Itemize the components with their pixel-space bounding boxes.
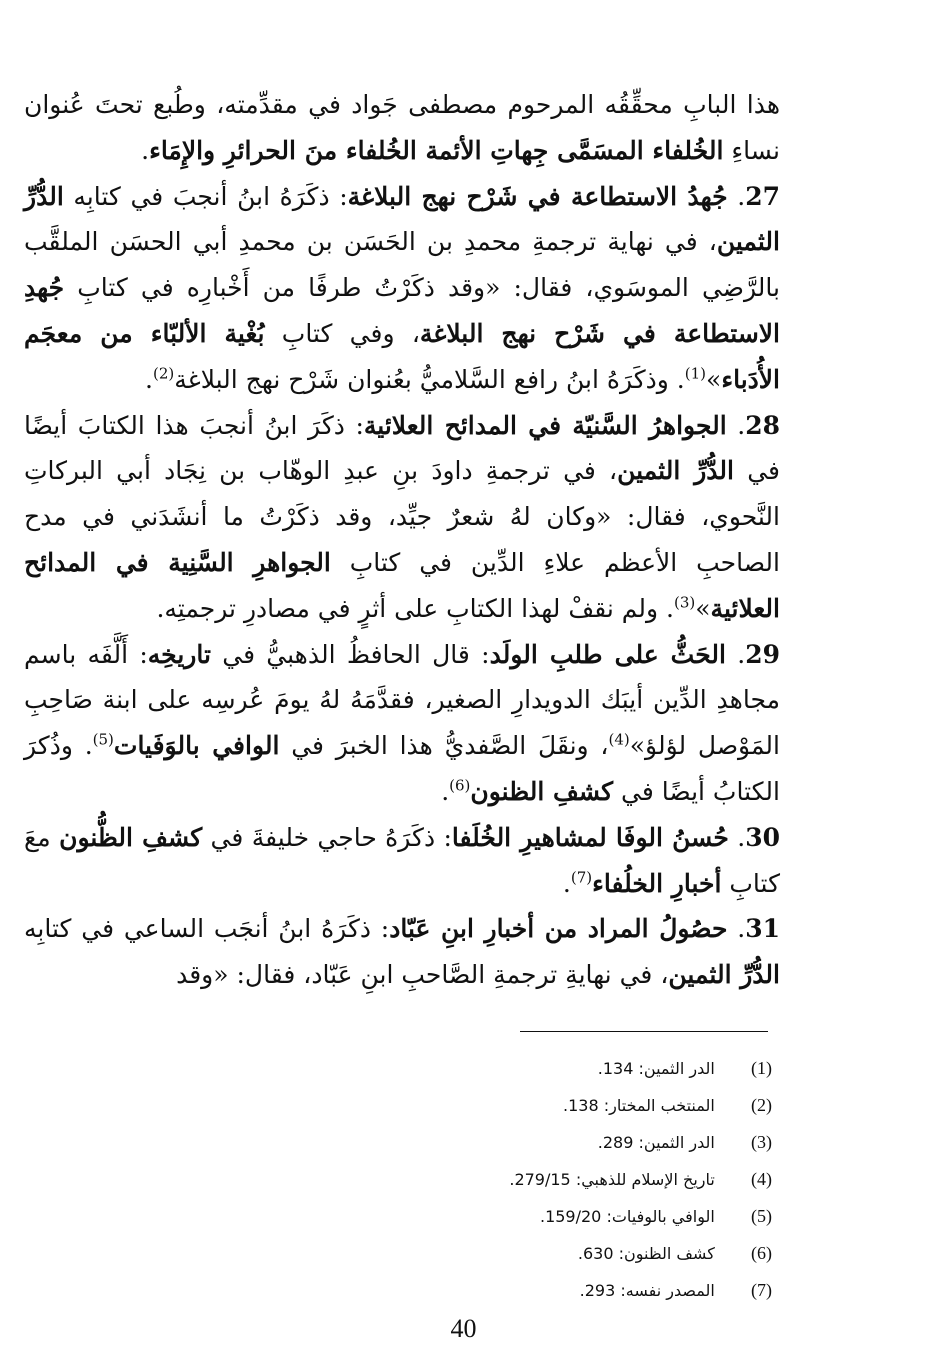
footnote-item bbox=[300, 1128, 772, 1165]
entry-number: 30 bbox=[745, 822, 780, 852]
intro-paragraph: هذا البابِ محقِّقُه المرحوم مصطفى جَواد في مقدِّمته، وطُبع تحتَ عُنوان نساءِ الخُلفاء المسَمَّى جِهاتِ الأئمة الخُلفاء منَ الحرائرِ والإِمَاء. bbox=[24, 90, 780, 165]
entry-number: 31 bbox=[745, 914, 780, 944]
footnote-ref[interactable]: (4) bbox=[608, 730, 630, 749]
footnote-number: (7) bbox=[751, 1280, 772, 1300]
entry-number: 29 bbox=[745, 639, 780, 669]
footnote-number: (4) bbox=[751, 1169, 772, 1189]
footnote-text: كشف الظنون: 630. bbox=[577, 1244, 715, 1263]
footnote-item bbox=[300, 1165, 772, 1202]
footnote-number: (3) bbox=[751, 1132, 772, 1152]
footnote-text: الوافي بالوفيات: 159/20. bbox=[539, 1207, 715, 1226]
footnotes bbox=[300, 1054, 772, 1313]
footnote-text: المنتخب المختار: 138. bbox=[563, 1096, 715, 1115]
footnote-ref[interactable]: (3) bbox=[673, 593, 696, 612]
footnote-item bbox=[300, 1091, 772, 1128]
footnote-divider bbox=[520, 1031, 768, 1032]
footnote-item bbox=[300, 1276, 772, 1313]
footnote-item bbox=[300, 1054, 772, 1091]
entry-28: 28. الجواهرُ السَّنيّة في المدائح العلائية: ذكَرَ ابنُ أنجبَ هذا الكتابَ أيضًا في الدُّرِّ الثمين، في ترجمةِ داودَ بنِ عبدِ الوهّاب بن نِجَاد أبي البركاتِ النَّحوي، فقال: «وكان لهُ شعرٌ جيِّد، وقد ذكَرْتُ ما أنشَدَني في مدح الصاحبِ الأعظم علاءِ الدِّين في كتابِ الجواهرِ السَّنِية في المدائح العلائية»$^{(3)}$. ولم نقفْ لهذا الكتابِ على أثرٍ في مصادرِ ترجمتِه. bbox=[24, 410, 781, 623]
footnote-text: الدر الثمين: 134. bbox=[597, 1059, 715, 1078]
intro-line-2a: نساءِ bbox=[723, 135, 780, 165]
footnote-ref[interactable]: (7) bbox=[570, 868, 593, 887]
intro-book-title: الخُلفاء المسَمَّى جِهاتِ الأئمة الخُلفاء منَ الحرائرِ والإِمَاء bbox=[149, 135, 724, 165]
footnote-item bbox=[300, 1202, 772, 1239]
entry-title: الجواهرُ السَّنيّة في المدائح العلائية bbox=[363, 410, 727, 440]
entry-title: حُسنُ الوفَا لمشاهيرِ الخُلَفا bbox=[451, 822, 729, 852]
entry-number: 28 bbox=[745, 410, 781, 440]
footnote-ref[interactable]: (2) bbox=[152, 364, 175, 383]
footnote-text: تاريخ الإسلام للذهبي: 279/15. bbox=[509, 1170, 715, 1189]
footnote-number: (2) bbox=[751, 1095, 772, 1115]
footnote-text: الدر الثمين: 289. bbox=[597, 1133, 715, 1152]
footnote-number: (5) bbox=[751, 1206, 772, 1226]
main-text bbox=[24, 82, 780, 998]
footnote-ref[interactable]: (1) bbox=[684, 364, 707, 383]
footnote-number: (6) bbox=[751, 1243, 772, 1263]
footnote-text: المصدر نفسه: 293. bbox=[579, 1281, 715, 1300]
footnote-item bbox=[300, 1239, 772, 1276]
entry-30: 30. حُسنُ الوفَا لمشاهيرِ الخُلَفا: ذكَرَهُ حاجي خليفةَ في كشفِ الظُّنون معَ كتابِ أخبارِ الخلُفاء$^{(7)}$. bbox=[24, 822, 780, 898]
entry-27: 27. جُهدُ الاستطاعة في شَرْح نهج البلاغة: ذكَرَهُ ابنُ أنجبَ في كتابِه الدُّرِّ الثمين، في نهاية ترجمةِ محمدِ بن الحَسَن بن محمدِ أبي الحسَن الملقَّب بالرَّضِي الموسَوي، فقال: «وقد ذكَرْتُ طرفًا من أَخْبارِه في كتابِ جُهدِ الاستطاعة في شَرْح نهج البلاغة، وفي كتابِ بُغْية الألبّاء من معجَم الأُدَباء»$^{(1)}$. وذكَرَهُ ابنُ رافع السَّلاميُّ بعُنوان شَرْح نهج البلاغة$^{(2)}$. bbox=[24, 181, 780, 394]
page-number: 40 bbox=[450, 1314, 477, 1343]
entry-31: 31. حصُولُ المراد من أخبارِ ابنِ عَبّاد: ذكَرَهُ ابنُ أنجَب الساعي في كتابِه الدُّرِّ الثمين، في نهايةِ ترجمةِ الصَّاحبِ ابنِ عَبّاد، فقال: «وقد bbox=[24, 914, 780, 990]
entry-title: الحَثُّ على طلبِ الولَد bbox=[489, 639, 726, 669]
footnote-ref[interactable]: (5) bbox=[92, 730, 114, 749]
entry-title: جُهدُ الاستطاعة في شَرْح نهج البلاغة bbox=[347, 181, 728, 211]
footnote-ref[interactable]: (6) bbox=[449, 776, 471, 795]
entry-title: حصُولُ المراد من أخبارِ ابنِ عَبّاد bbox=[389, 914, 728, 944]
entry-number: 27 bbox=[745, 181, 780, 211]
intro-line-1: هذا البابِ محقِّقُه المرحوم مصطفى جَواد في مقدِّمته، وطُبع تحتَ عُنوان bbox=[24, 90, 780, 119]
entry-29: 29. الحَثُّ على طلبِ الولَد: قال الحافظُ الذهبيُّ في تاريخِه: أَلَّفَه باسم مجاهدِ الدِّين أيبَك الدويدارِ الصغير، فقدَّمَهُ لهُ يومَ عُرسِه على ابنة صَاحِبِ المَوْصل لؤلؤ»$^{(4)}$، ونقَلَ الصَّفديُّ هذا الخبرَ في الوافي بالوَفَيات$^{(5)}$. وذُكرَ الكتابُ أيضًا في كشفِ الظنون$^{(6)}$. bbox=[24, 639, 780, 806]
footnote-number: (1) bbox=[751, 1058, 772, 1078]
